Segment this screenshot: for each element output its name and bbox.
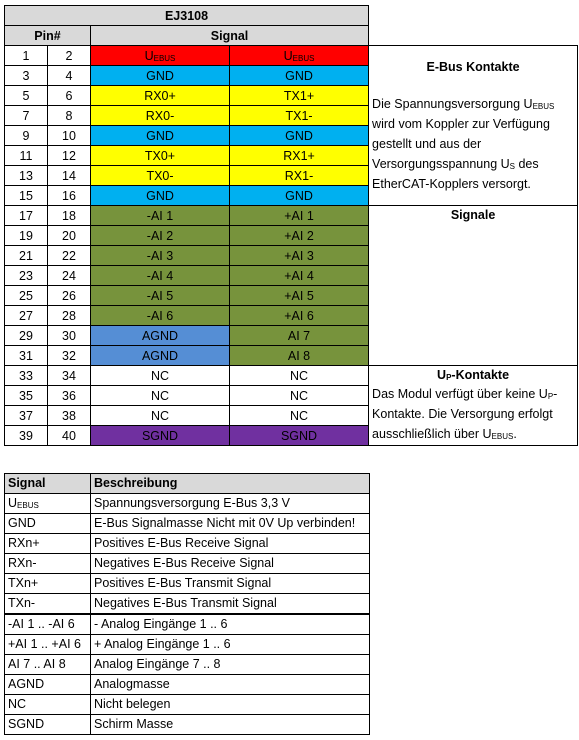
pin-number: 2 [48, 46, 91, 66]
pin-row [5, 206, 578, 226]
signal-subscript: EBUS [292, 53, 315, 63]
pin-signal: -AI 3 [91, 246, 230, 266]
text-subscript: EBUS [17, 501, 39, 510]
pin-signal: -AI 1 [91, 206, 230, 226]
pin-row [5, 366, 578, 386]
pin-number: 32 [48, 346, 91, 366]
ebus-contacts-note [369, 46, 578, 206]
pin-signal: -AI 5 [91, 286, 230, 306]
text-part: -Kontakte. Die Versorgung erfolgt ausschließlich über U [372, 387, 558, 441]
pin-signal: RX0- [91, 106, 230, 126]
pin-number: 27 [5, 306, 48, 326]
text-part: des EtherCAT-Kopplers versorgt. [372, 157, 539, 191]
pin-signal: TX1+ [230, 86, 369, 106]
description-signal: -AI 1 .. -AI 6 [5, 614, 91, 635]
pin-number: 31 [5, 346, 48, 366]
signals-note [369, 206, 578, 366]
up-contacts-note [369, 366, 578, 446]
description-signal: NC [5, 695, 91, 715]
ebus-contacts-title: E-Bus Kontakte [426, 60, 520, 74]
description-text: Schirm Masse [91, 715, 370, 735]
description-signal: SGND [5, 715, 91, 735]
pin-signal: GND [230, 186, 369, 206]
pin-signal: RX0+ [91, 86, 230, 106]
text-subscript: P [446, 373, 452, 382]
description-row [5, 534, 370, 554]
description-text: Negatives E-Bus Transmit Signal [91, 594, 370, 615]
pin-signal: GND [230, 66, 369, 86]
up-contacts-text [369, 384, 577, 444]
pin-number: 3 [5, 66, 48, 86]
description-row [5, 554, 370, 574]
pin-number: 28 [48, 306, 91, 326]
pin-signal: AI 8 [230, 346, 369, 366]
pin-signal: TX1- [230, 106, 369, 126]
pin-signal: RX1- [230, 166, 369, 186]
pin-signal: NC [230, 386, 369, 406]
pin-assignment-table [4, 5, 578, 446]
pin-number: 35 [5, 386, 48, 406]
pin-signal: AI 7 [230, 326, 369, 346]
pin-number: 37 [5, 406, 48, 426]
description-text: Analogmasse [91, 675, 370, 695]
pin-signal: SGND [230, 426, 369, 446]
pin-number: 5 [5, 86, 48, 106]
pin-signal: +AI 4 [230, 266, 369, 286]
pin-number: 7 [5, 106, 48, 126]
description-text: Nicht belegen [91, 695, 370, 715]
pin-signal: AGND [91, 326, 230, 346]
pin-signal: GND [91, 126, 230, 146]
pin-signal: +AI 5 [230, 286, 369, 306]
pin-number: 29 [5, 326, 48, 346]
up-contacts-title [369, 366, 577, 384]
pin-number: 11 [5, 146, 48, 166]
text-subscript: EBUS [532, 102, 555, 111]
pin-number: 4 [48, 66, 91, 86]
pin-column-header: Pin# [5, 26, 91, 46]
description-row [5, 594, 370, 615]
signals-title: Signale [450, 208, 496, 222]
pin-signal: SGND [91, 426, 230, 446]
pin-signal [230, 46, 369, 66]
desc-description-header: Beschreibung [91, 474, 370, 494]
pin-signal: +AI 2 [230, 226, 369, 246]
description-text: E-Bus Signalmasse Nicht mit 0V Up verbinden! [91, 514, 370, 534]
text-part: U [8, 496, 18, 510]
table-title: EJ3108 [5, 6, 369, 26]
pin-number: 22 [48, 246, 91, 266]
pin-signal: NC [91, 406, 230, 426]
pin-number: 8 [48, 106, 91, 126]
pin-signal: NC [230, 366, 369, 386]
description-text: Positives E-Bus Receive Signal [91, 534, 370, 554]
description-row [5, 675, 370, 695]
pin-signal: NC [230, 406, 369, 426]
text-subscript: S [509, 162, 515, 171]
text-part: Das Modul verfügt über keine U [372, 387, 548, 401]
pin-number: 12 [48, 146, 91, 166]
pin-signal: +AI 3 [230, 246, 369, 266]
signal-text: U [144, 48, 154, 63]
pin-number: 6 [48, 86, 91, 106]
description-text: Spannungsversorgung E-Bus 3,3 V [91, 494, 370, 514]
signal-description-table [4, 473, 370, 735]
description-row [5, 715, 370, 735]
pin-number: 30 [48, 326, 91, 346]
pin-signal: GND [91, 66, 230, 86]
description-row [5, 574, 370, 594]
pin-number: 20 [48, 226, 91, 246]
description-signal: GND [5, 514, 91, 534]
pin-signal: -AI 4 [91, 266, 230, 286]
pin-number: 38 [48, 406, 91, 426]
description-text: Positives E-Bus Transmit Signal [91, 574, 370, 594]
pin-number: 39 [5, 426, 48, 446]
signal-subscript: EBUS [153, 53, 176, 63]
signal-text: U [283, 48, 293, 63]
description-signal: AI 7 .. AI 8 [5, 655, 91, 675]
pin-signal: -AI 6 [91, 306, 230, 326]
text-subscript: EBUS [491, 432, 514, 441]
description-row [5, 614, 370, 635]
text-part: -Kontakte [451, 368, 510, 382]
text-part: . [513, 427, 517, 441]
pin-signal [91, 46, 230, 66]
description-text: + Analog Eingänge 1 .. 6 [91, 635, 370, 655]
pin-number: 14 [48, 166, 91, 186]
description-signal: +AI 1 .. +AI 6 [5, 635, 91, 655]
description-signal: TXn+ [5, 574, 91, 594]
description-signal: TXn- [5, 594, 91, 615]
pin-number: 24 [48, 266, 91, 286]
pin-signal: AGND [91, 346, 230, 366]
pin-number: 10 [48, 126, 91, 146]
pin-signal: TX0- [91, 166, 230, 186]
description-row [5, 695, 370, 715]
description-signal [5, 494, 91, 514]
pin-signal: -AI 2 [91, 226, 230, 246]
pin-signal: NC [91, 386, 230, 406]
pin-number: 26 [48, 286, 91, 306]
description-signal: RXn+ [5, 534, 91, 554]
signal-column-header: Signal [91, 26, 369, 46]
desc-signal-header: Signal [5, 474, 91, 494]
description-row [5, 635, 370, 655]
pin-signal: TX0+ [91, 146, 230, 166]
pin-number: 34 [48, 366, 91, 386]
text-part: Die Spannungsversorgung U [372, 97, 533, 111]
pin-signal: NC [91, 366, 230, 386]
pin-row [5, 46, 578, 66]
description-text: Negatives E-Bus Receive Signal [91, 554, 370, 574]
pin-number: 25 [5, 286, 48, 306]
pin-number: 40 [48, 426, 91, 446]
text-subscript: P [547, 392, 554, 401]
pin-number: 17 [5, 206, 48, 226]
pin-number: 9 [5, 126, 48, 146]
ebus-contacts-text [369, 94, 577, 194]
pin-number: 1 [5, 46, 48, 66]
text-part: wird vom Koppler zur Verfügung gestellt und aus der Versorgungsspannung U [372, 117, 550, 171]
pin-signal: +AI 6 [230, 306, 369, 326]
pin-number: 18 [48, 206, 91, 226]
pin-number: 13 [5, 166, 48, 186]
pin-number: 33 [5, 366, 48, 386]
pin-number: 36 [48, 386, 91, 406]
pin-signal: GND [230, 126, 369, 146]
pin-signal: RX1+ [230, 146, 369, 166]
description-row [5, 494, 370, 514]
pin-signal: +AI 1 [230, 206, 369, 226]
description-row [5, 655, 370, 675]
description-signal: RXn- [5, 554, 91, 574]
description-text: - Analog Eingänge 1 .. 6 [91, 614, 370, 635]
pin-number: 19 [5, 226, 48, 246]
pin-signal: GND [91, 186, 230, 206]
description-text: Analog Eingänge 7 .. 8 [91, 655, 370, 675]
description-row [5, 514, 370, 534]
pin-number: 21 [5, 246, 48, 266]
text-part: U [437, 368, 447, 382]
description-signal: AGND [5, 675, 91, 695]
pin-number: 23 [5, 266, 48, 286]
pin-number: 16 [48, 186, 91, 206]
pin-number: 15 [5, 186, 48, 206]
